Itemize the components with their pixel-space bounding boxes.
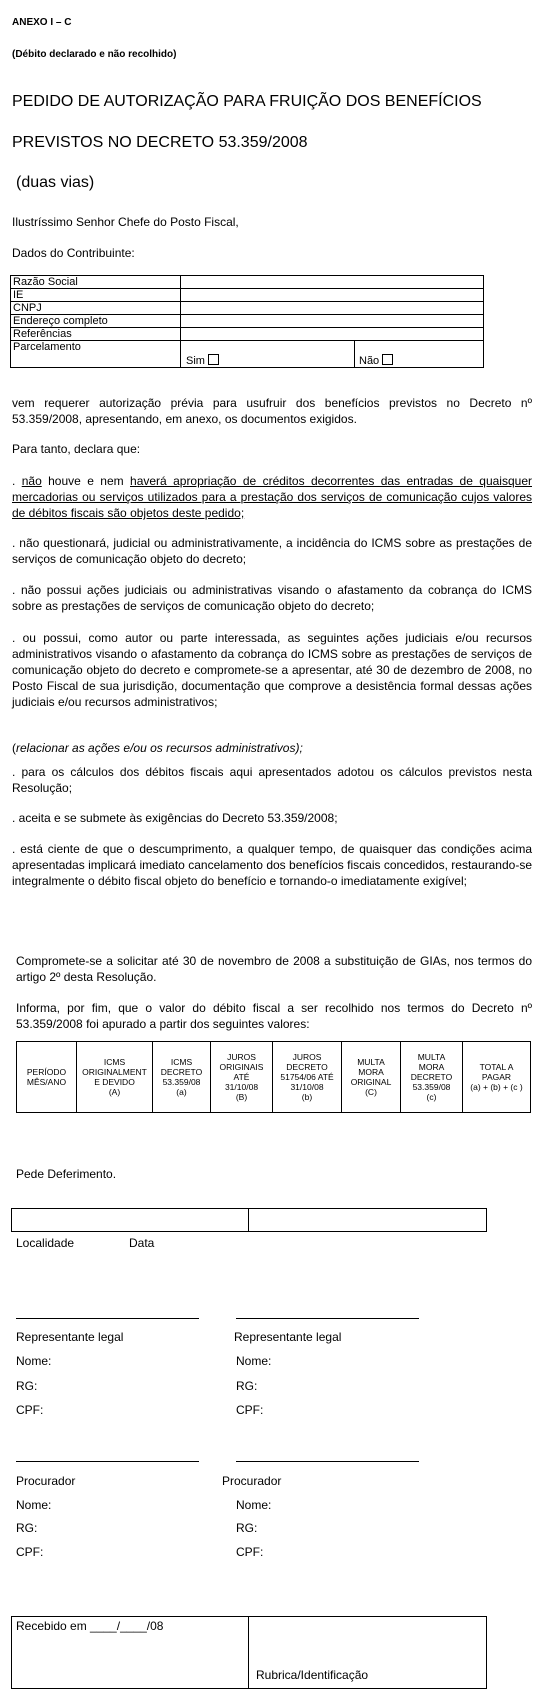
table-header-row [17,1042,531,1113]
column-icms-original-line3: E DEVIDO [94,1077,135,1087]
note-open-paren: ( [12,741,16,755]
signature-line-attorney-1 [16,1461,199,1462]
column-icms-decree-line3: 53.359/08 [162,1077,201,1087]
attorney-1-rg-label: RG: [16,1521,38,1535]
column-total-line2: PAGAR [481,1072,512,1082]
yes-label: Sim [186,355,205,367]
document-title-line2: PREVISTOS NO DECRETO 53.359/2008 [12,134,308,151]
column-penalty-decree-line3: DECRETO [410,1072,453,1082]
deferral-request: Pede Deferimento. [16,1167,117,1181]
yes-checkbox[interactable] [208,354,219,365]
received-date-label[interactable]: Recebido em ____/____/08 [16,1619,164,1633]
row-label-company-name: Razão Social [11,276,181,289]
column-penalty-original-line3: ORIGINAL [350,1077,392,1087]
no-checkbox[interactable] [382,354,393,365]
document-title-line1: PEDIDO DE AUTORIZAÇÃO PARA FRUIÇÃO DOS BENEFÍCIOS [12,93,482,110]
declaration-calculations: . para os cálculos dos débitos fiscais aqui apresentados adotou os cálculos previstos nesta Resolução; [12,765,532,795]
installment-no-option[interactable] [359,354,393,367]
column-period-line2: MÊS/ANO [26,1077,67,1087]
request-paragraph: vem requerer autorização prévia para usufruir dos benefícios previstos no Decreto nº 53.359/2008, apresentando, em anexo, os documentos exigidos. [12,396,532,426]
option-divider [354,340,355,367]
signature-line-attorney-2 [236,1461,419,1462]
representative-1-rg-label: RG: [16,1379,38,1393]
declaration-mid: houve e nem [41,474,131,488]
declaration-underlined-no: não [21,474,42,488]
column-interest-decree-line4: 31/10/08 [290,1082,324,1092]
copies-note: (duas vias) [16,174,95,191]
declaration-no-credit [12,473,532,521]
column-penalty-decree-line4: 53.359/08 [412,1082,451,1092]
column-icms-decree-line1: ICMS [170,1057,193,1067]
representative-1-cpf-label: CPF: [16,1403,44,1417]
column-total-line1: TOTAL A [479,1062,514,1072]
signature-line-representative-2 [236,1318,419,1319]
attorney-2-title: Procurador [222,1474,282,1488]
receipt-divider [248,1616,249,1689]
declaration-aware: . está ciente de que o descumprimento, a qualquer tempo, de quaisquer das condições acima apresentadas implicará imediato cancelamento dos benefícios fiscais concedidos, restaurando-se integralmente o débito fiscal objeto do benefício e tornando-o imediatamente exigível; [12,842,532,888]
representative-1-name-label: Nome: [16,1354,52,1368]
address-field[interactable] [181,315,484,328]
column-total [463,1042,531,1113]
column-icms-original-line2: ORIGINALMENT [82,1067,147,1077]
representative-2-cpf-label: CPF: [236,1403,264,1417]
column-interest-original-line5: (B) [235,1092,248,1102]
column-icms-original-line1: ICMS [103,1057,126,1067]
column-interest-original [211,1042,273,1113]
column-icms-original-line4: (A) [108,1087,121,1097]
attorney-2-cpf-label: CPF: [236,1545,264,1559]
column-icms-decree [153,1042,211,1113]
column-interest-original-line4: 31/10/08 [224,1082,259,1092]
column-interest-decree-line3: 51754/06 ATÉ [280,1072,334,1082]
company-name-field[interactable] [181,276,484,289]
row-label-installment: Parcelamento [11,341,181,368]
table-row [11,328,484,341]
attorney-1-cpf-label: CPF: [16,1545,44,1559]
column-interest-decree-line2: DECRETO [286,1062,328,1072]
column-penalty-decree-line5: (c) [426,1092,437,1102]
column-icms-original [77,1042,153,1113]
salutation: Ilustríssimo Senhor Chefe do Posto Fiscal, [12,215,239,229]
locality-field[interactable] [12,1209,247,1231]
cnpj-field[interactable] [181,302,484,315]
table-row [11,341,484,368]
column-penalty-decree [401,1042,463,1113]
table-row [11,289,484,302]
informs-paragraph: Informa, por fim, que o valor do débito fiscal a ser recolhido nos termos do Decreto nº 53.359/2008 foi apurado a partir dos seguintes valores: [16,1001,532,1031]
signature-line-representative-1 [16,1318,199,1319]
declaration-prefix: . [12,474,22,488]
representative-2-title: Representante legal [234,1330,342,1344]
column-penalty-original-line2: MORA [358,1067,384,1077]
attorney-2-rg-label: RG: [236,1521,258,1535]
declares-paragraph: Para tanto, declara que: [12,442,141,456]
declaration-underlined-text: haverá apropriação de créditos decorrentes das entradas de quaisquer mercadorias ou serviços utilizados para a prestação dos serviços de comunicação cujos valores de débitos fiscais são objetos deste pedido; [12,474,532,520]
date-field[interactable] [249,1209,486,1231]
declaration-has-lawsuits: . ou possui, como autor ou parte interessada, as seguintes ações judiciais e/ou recursos administrativos visando o afastamento da cobrança do ICMS sobre as prestações de serviços de comunicação objeto do decreto e compromete-se a apresentar, até 30 de dezembro de 2008, no Posto Fiscal de sua jurisdição, documentação que comprove a desistência formal dessas ações judiciais e/ou recursos administrativos; [12,631,532,709]
locality-label: Localidade [16,1236,75,1250]
attorney-1-title: Procurador [16,1474,76,1488]
note-text: relacionar as ações e/ou os recursos administrativos); [16,741,303,755]
annex-subtitle: (Débito declarado e não recolhido) [12,49,177,60]
taxpayer-heading: Dados do Contribuinte: [12,246,135,260]
installment-yes-option[interactable] [186,354,219,367]
column-interest-original-line3: ATÉ [233,1072,250,1082]
rubric-label[interactable]: Rubrica/Identificação [256,1668,369,1682]
no-label: Não [359,355,380,367]
column-total-line3: (a) + (b) + (c ) [470,1082,523,1092]
column-penalty-original [342,1042,401,1113]
declaration-lawsuits-note [12,740,532,756]
column-icms-decree-line2: DECRETO [160,1067,203,1077]
column-interest-decree-line1: JUROS [292,1052,322,1062]
references-field[interactable] [181,328,484,341]
representative-1-title: Representante legal [16,1330,124,1344]
column-period-line1: PERÍODO [26,1067,67,1077]
column-interest-decree [273,1042,342,1113]
date-label: Data [129,1236,155,1250]
column-penalty-decree-line1: MULTA [417,1052,446,1062]
column-interest-original-line2: ORIGINAIS [219,1062,264,1072]
column-icms-decree-line4: (a) [176,1087,187,1097]
column-period [17,1042,77,1113]
attorney-2-name-label: Nome: [236,1498,272,1512]
column-interest-decree-line5: (b) [301,1092,313,1102]
row-label-ie: IE [11,289,181,302]
column-penalty-original-line4: (C) [365,1087,377,1097]
row-label-cnpj: CNPJ [11,302,181,315]
table-row [11,315,484,328]
column-interest-original-line1: JUROS [227,1052,256,1062]
commitment-paragraph: Compromete-se a solicitar até 30 de novembro de 2008 a substituição de GIAs, nos termos do artigo 2º desta Resolução. [16,954,532,984]
row-label-references: Referências [11,328,181,341]
table-row [11,276,484,289]
declaration-accepts: . aceita e se submete às exigências do Decreto 53.359/2008; [12,811,338,825]
attorney-1-name-label: Nome: [16,1498,52,1512]
representative-2-name-label: Nome: [236,1354,272,1368]
row-label-address: Endereço completo [11,315,181,328]
annex-label: ANEXO I – C [12,17,72,28]
taxpayer-data-table [10,275,484,368]
installment-options [181,341,484,368]
declaration-no-lawsuits: . não possui ações judiciais ou administrativas visando o afastamento da cobrança do ICMS sobre as prestações de serviços de comunicação objeto do decreto; [12,583,532,613]
representative-2-rg-label: RG: [236,1379,258,1393]
ie-field[interactable] [181,289,484,302]
column-penalty-original-line1: MULTA [357,1057,385,1067]
declaration-no-question: . não questionará, judicial ou administrativamente, a incidência do ICMS sobre as prestações de serviços de comunicação objeto do decreto; [12,536,532,566]
column-penalty-decree-line2: MORA [418,1062,445,1072]
debt-values-table [16,1041,531,1113]
table-row [11,302,484,315]
